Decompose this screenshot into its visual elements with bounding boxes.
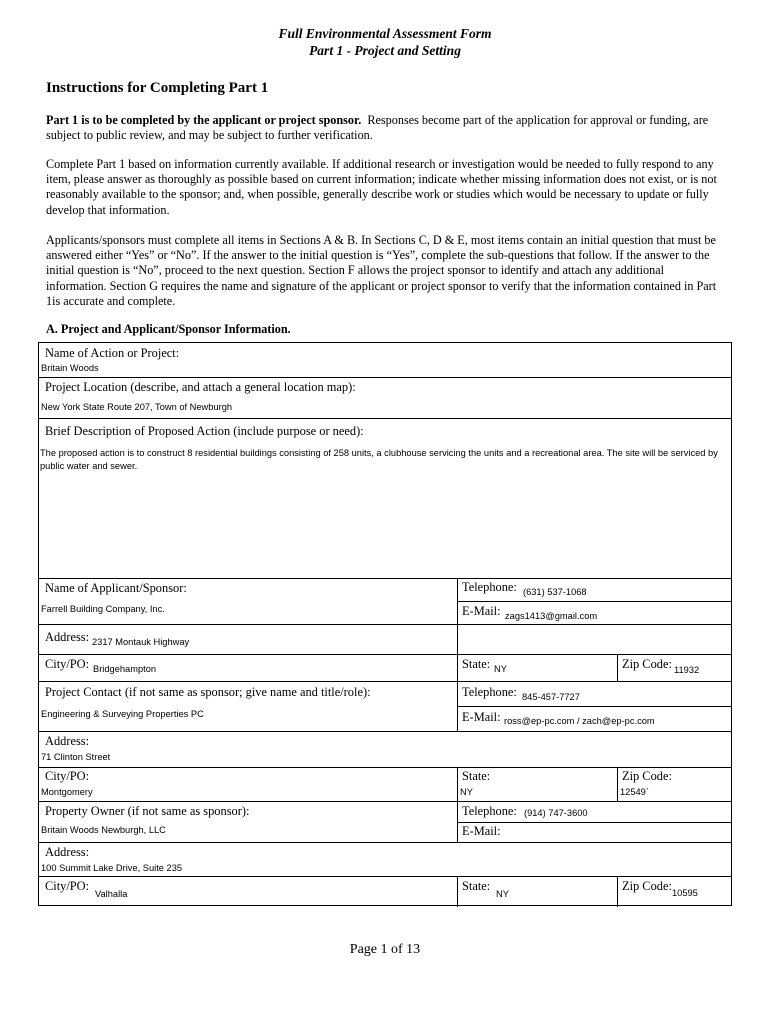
owner-address-label: Address:	[45, 845, 90, 859]
contact-zip-label: Zip Code:	[622, 769, 672, 783]
owner-state-label: State:	[462, 879, 491, 893]
section-a-table	[38, 342, 732, 906]
instructions-paragraph-3: Applicants/sponsors must complete all items in Sections A & B. In Sections C, D & E, most items contain an initial question that must be answered either “Yes” or “No”. If the answer to the initial question is “Yes”, complete the sub-questions that follow. If the answer to the initial question is “No”, proceed to the next question. Section F allows the project sponsor to identify and attach any additional information. Section G requires the name and signature of the applicant or project sponsor to verify that the information contained in Part 1is accurate and complete.	[46, 233, 717, 308]
applicant-label: Name of Applicant/Sponsor:	[45, 581, 187, 595]
instructions-p1-bold: Part 1 is to be completed by the applicant or project sponsor.	[46, 113, 362, 127]
form-subtitle: Part 1 - Project and Setting	[309, 43, 461, 58]
project-location-value[interactable]: New York State Route 207, Town of Newburgh	[41, 402, 233, 412]
owner-telephone-value[interactable]: (914) 747-3600	[524, 808, 588, 818]
contact-label: Project Contact (if not same as sponsor; give name and title/role):	[45, 685, 371, 699]
applicant-city-label: City/PO:	[45, 657, 90, 671]
applicant-name-value[interactable]: Farrell Building Company, Inc.	[41, 604, 165, 614]
owner-city-label: City/PO:	[45, 879, 90, 893]
contact-telephone-label: Telephone:	[462, 685, 517, 699]
owner-label: Property Owner (if not same as sponsor):	[45, 804, 250, 818]
contact-email-label: E-Mail:	[462, 710, 501, 724]
action-name-value[interactable]: Britain Woods	[41, 363, 99, 373]
owner-zip-label: Zip Code:	[622, 879, 672, 893]
applicant-address-label: Address:	[45, 630, 90, 644]
contact-address-value[interactable]: 71 Clinton Street	[41, 752, 111, 762]
applicant-telephone-value[interactable]: (631) 537-1068	[523, 587, 587, 597]
owner-address-value[interactable]: 100 Summit Lake Drive, Suite 235	[41, 863, 183, 873]
owner-state-value[interactable]: NY	[496, 889, 509, 899]
instructions-heading: Instructions for Completing Part 1	[46, 80, 269, 96]
contact-state-value[interactable]: NY	[460, 787, 473, 797]
page-number: Page 1 of 13	[349, 942, 421, 957]
applicant-state-value[interactable]: NY	[494, 664, 507, 674]
instructions-paragraph-1	[46, 113, 726, 143]
contact-city-value[interactable]: Montgomery	[41, 787, 93, 797]
action-name-label: Name of Action or Project:	[45, 346, 180, 360]
section-a-heading: A. Project and Applicant/Sponsor Information.	[46, 322, 291, 336]
owner-name-value[interactable]: Britain Woods Newburgh, LLC	[41, 825, 166, 835]
description-value[interactable]: The proposed action is to construct 8 residential buildings consisting of 258 units, a clubhouse servicing the units and a recreational area. The site will be serviced by public water and sewer.	[40, 448, 718, 471]
applicant-email-value[interactable]: zags1413@gmail.com	[505, 611, 598, 621]
contact-state-label: State:	[462, 769, 491, 783]
instructions-p1-rest: Responses become part of the application for approval or funding, are subject to public review, and may be subject to further verification.	[46, 113, 709, 143]
applicant-zip-value[interactable]: 11932	[674, 665, 700, 675]
owner-zip-value[interactable]: 10595	[672, 888, 698, 898]
contact-city-label: City/PO:	[45, 769, 90, 783]
applicant-city-value[interactable]: Bridgehampton	[93, 664, 157, 674]
applicant-state-label: State:	[462, 657, 491, 671]
project-location-label: Project Location (describe, and attach a general location map):	[45, 380, 356, 394]
owner-city-value[interactable]: Valhalla	[95, 889, 128, 899]
contact-email-value[interactable]: ross@ep-pc.com / zach@ep-pc.com	[504, 716, 655, 726]
contact-telephone-value[interactable]: 845-457-7727	[522, 692, 580, 702]
description-label: Brief Description of Proposed Action (include purpose or need):	[45, 424, 364, 438]
form-title: Full Environmental Assessment Form	[278, 26, 492, 41]
instructions-paragraph-2: Complete Part 1 based on information currently available. If additional research or investigation would be needed to fully respond to any item, please answer as thoroughly as possible based on current information; indicate whether missing information does not exist, or is not reasonably available to the sponsor; and, when possible, generally describe work or studies which would be necessary to update or fully develop that information.	[46, 157, 717, 217]
owner-telephone-label: Telephone:	[462, 804, 517, 818]
contact-zip-value[interactable]: 12549`	[620, 787, 649, 797]
applicant-email-label: E-Mail:	[462, 604, 501, 618]
contact-address-label: Address:	[45, 734, 90, 748]
applicant-zip-label: Zip Code:	[622, 657, 672, 671]
applicant-telephone-label: Telephone:	[462, 580, 517, 594]
owner-email-label: E-Mail:	[462, 824, 501, 838]
applicant-address-value[interactable]: 2317 Montauk Highway	[92, 637, 190, 647]
contact-name-value[interactable]: Engineering & Surveying Properties PC	[41, 709, 204, 719]
